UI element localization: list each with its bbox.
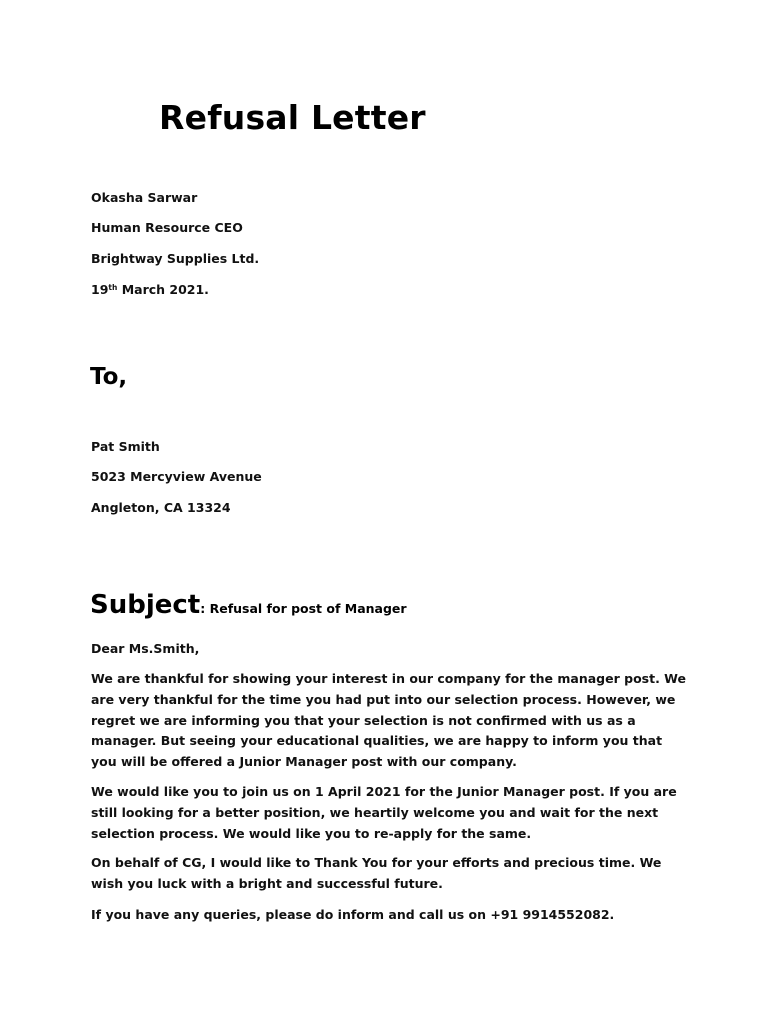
body-paragraph-3: On behalf of CG, I would like to Thank You for your efforts and precious time. We wish you luck with a bright and successful future.: [91, 855, 662, 891]
recipient-name: Pat Smith: [91, 439, 160, 454]
sender-company: Brightway Supplies Ltd.: [91, 251, 260, 266]
date-suffix: th: [108, 283, 118, 292]
subject-label: Subject: [90, 590, 201, 620]
recipient-street: 5023 Mercyview Avenue: [91, 469, 262, 484]
letter-title: Refusal Letter: [159, 98, 426, 137]
recipient-city: Angleton, CA 13324: [91, 500, 231, 515]
subject-line: [90, 588, 407, 622]
to-heading: To,: [90, 364, 128, 390]
sender-name: Okasha Sarwar: [91, 190, 198, 205]
letter-date: [91, 282, 209, 298]
date-day: 19: [91, 282, 109, 297]
body-paragraph-4: If you have any queries, please do inform and call us on +91 9914552082.: [91, 907, 615, 922]
date-rest: March 2021.: [117, 282, 209, 297]
salutation: Dear Ms.Smith,: [91, 641, 200, 656]
body-paragraph-2: We would like you to join us on 1 April 2021 for the Junior Manager post. If you are still looking for a better position, we heartily welcome you and wait for the next selection process. We would like you to re-apply for the same.: [91, 784, 677, 841]
sender-position: Human Resource CEO: [91, 220, 243, 235]
subject-text: : Refusal for post of Manager: [200, 601, 407, 616]
body-paragraph-1: We are thankful for showing your interest in our company for the manager post. We are very thankful for the time you had put into our selection process. However, we regret we are informing you that your selection is not confirmed with us as a manager. But seeing your educational qualities, we are happy to inform you that you will be offered a Junior Manager post with our company.: [91, 671, 686, 770]
